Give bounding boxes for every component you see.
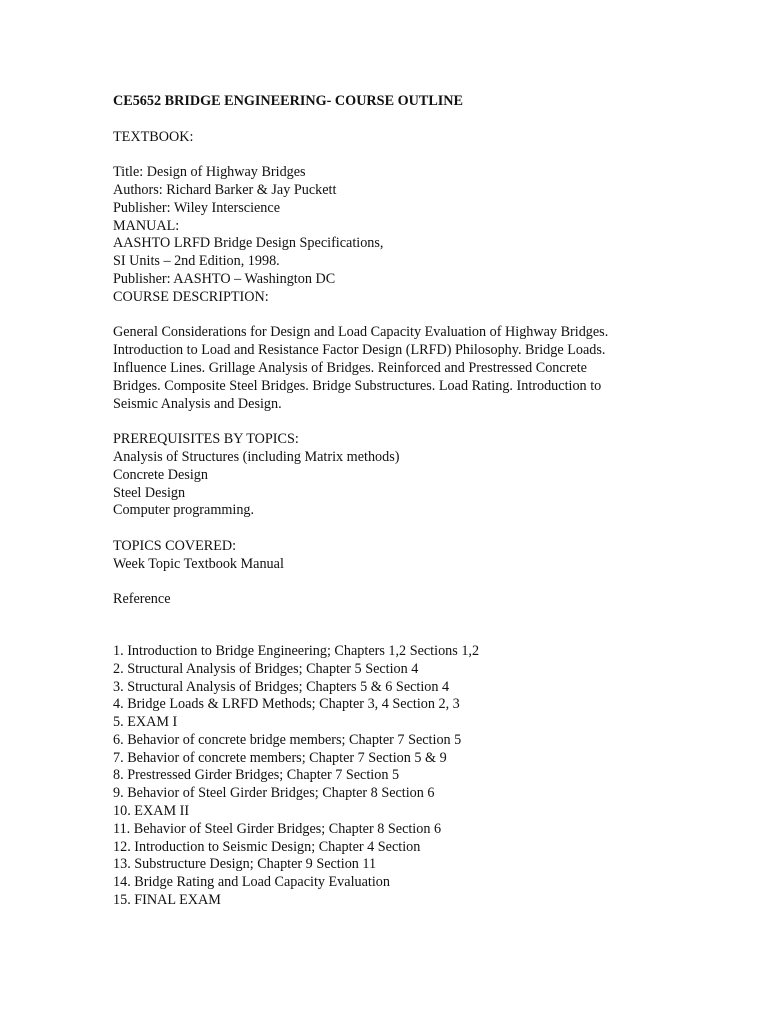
week-item: 1. Introduction to Bridge Engineering; Chapters 1,2 Sections 1,2 (113, 642, 480, 659)
week-item: 8. Prestressed Girder Bridges; Chapter 7 Section 5 (113, 767, 400, 784)
topics-heading: TOPICS COVERED: (113, 537, 237, 554)
course-description-heading: COURSE DESCRIPTION: (113, 288, 269, 305)
spacer (113, 307, 753, 325)
description-line: General Considerations for Design and Load Capacity Evaluation of Highway Bridges. (113, 324, 609, 341)
spacer (113, 609, 753, 627)
description-line: Bridges. Composite Steel Bridges. Bridge Substructures. Load Rating. Introduction to (113, 377, 602, 394)
weekly-topics-list (113, 643, 753, 910)
topics-columns: Week Topic Textbook Manual (113, 555, 284, 572)
manual-block (113, 218, 753, 289)
week-item: 13. Substructure Design; Chapter 9 Section 11 (113, 856, 377, 873)
description-line: Seismic Analysis and Design. (113, 395, 282, 412)
week-item: 12. Introduction to Seismic Design; Chapter 4 Section (113, 838, 421, 855)
week-item: 11. Behavior of Steel Girder Bridges; Chapter 8 Section 6 (113, 820, 442, 837)
prerequisite-item: Computer programming. (113, 502, 255, 519)
manual-heading: MANUAL: (113, 217, 180, 234)
week-item: 9. Behavior of Steel Girder Bridges; Chapter 8 Section 6 (113, 785, 435, 802)
week-item: 2. Structural Analysis of Bridges; Chapter 5 Section 4 (113, 660, 419, 677)
description-line: Introduction to Load and Resistance Factor Design (LRFD) Philosophy. Bridge Loads. (113, 342, 606, 359)
spacer (113, 413, 753, 431)
week-item: 6. Behavior of concrete bridge members; Chapter 7 Section 5 (113, 731, 462, 748)
textbook-publisher: Publisher: Wiley Interscience (113, 199, 281, 216)
week-item: 14. Bridge Rating and Load Capacity Evaluation (113, 874, 390, 891)
week-item: 5. EXAM I (113, 714, 178, 731)
week-item: 7. Behavior of concrete members; Chapter 7 Section 5 & 9 (113, 749, 447, 766)
manual-line-1: AASHTO LRFD Bridge Design Specifications, (113, 235, 384, 252)
spacer (113, 574, 753, 592)
week-item: 15. FINAL EXAM (113, 892, 221, 909)
prerequisite-item: Concrete Design (113, 466, 208, 483)
textbook-title: Title: Design of Highway Bridges (113, 164, 306, 181)
prerequisite-item: Steel Design (113, 484, 186, 501)
week-item: 3. Structural Analysis of Bridges; Chapters 5 & 6 Section 4 (113, 678, 450, 695)
manual-line-2: SI Units – 2nd Edition, 1998. (113, 253, 280, 270)
textbook-authors: Authors: Richard Barker & Jay Puckett (113, 181, 337, 198)
prerequisites-heading: PREREQUISITES BY TOPICS: (113, 431, 299, 448)
manual-publisher: Publisher: AASHTO – Washington DC (113, 270, 336, 287)
course-description (113, 324, 753, 413)
textbook-heading: TEXTBOOK: (113, 128, 194, 145)
week-item: 4. Bridge Loads & LRFD Methods; Chapter 3, 4 Section 2, 3 (113, 696, 460, 713)
topics-reference: Reference (113, 591, 171, 608)
spacer (113, 146, 753, 164)
prerequisite-item: Analysis of Structures (including Matrix methods) (113, 448, 400, 465)
prerequisites-list (113, 449, 753, 520)
spacer (113, 111, 753, 129)
spacer (113, 627, 753, 643)
document-title: CE5652 BRIDGE ENGINEERING- COURSE OUTLINE (113, 93, 464, 109)
textbook-block (113, 164, 753, 217)
spacer (113, 520, 753, 538)
course-outline (113, 93, 753, 910)
week-item: 10. EXAM II (113, 803, 190, 820)
description-line: Influence Lines. Grillage Analysis of Bridges. Reinforced and Prestressed Concrete (113, 359, 587, 376)
